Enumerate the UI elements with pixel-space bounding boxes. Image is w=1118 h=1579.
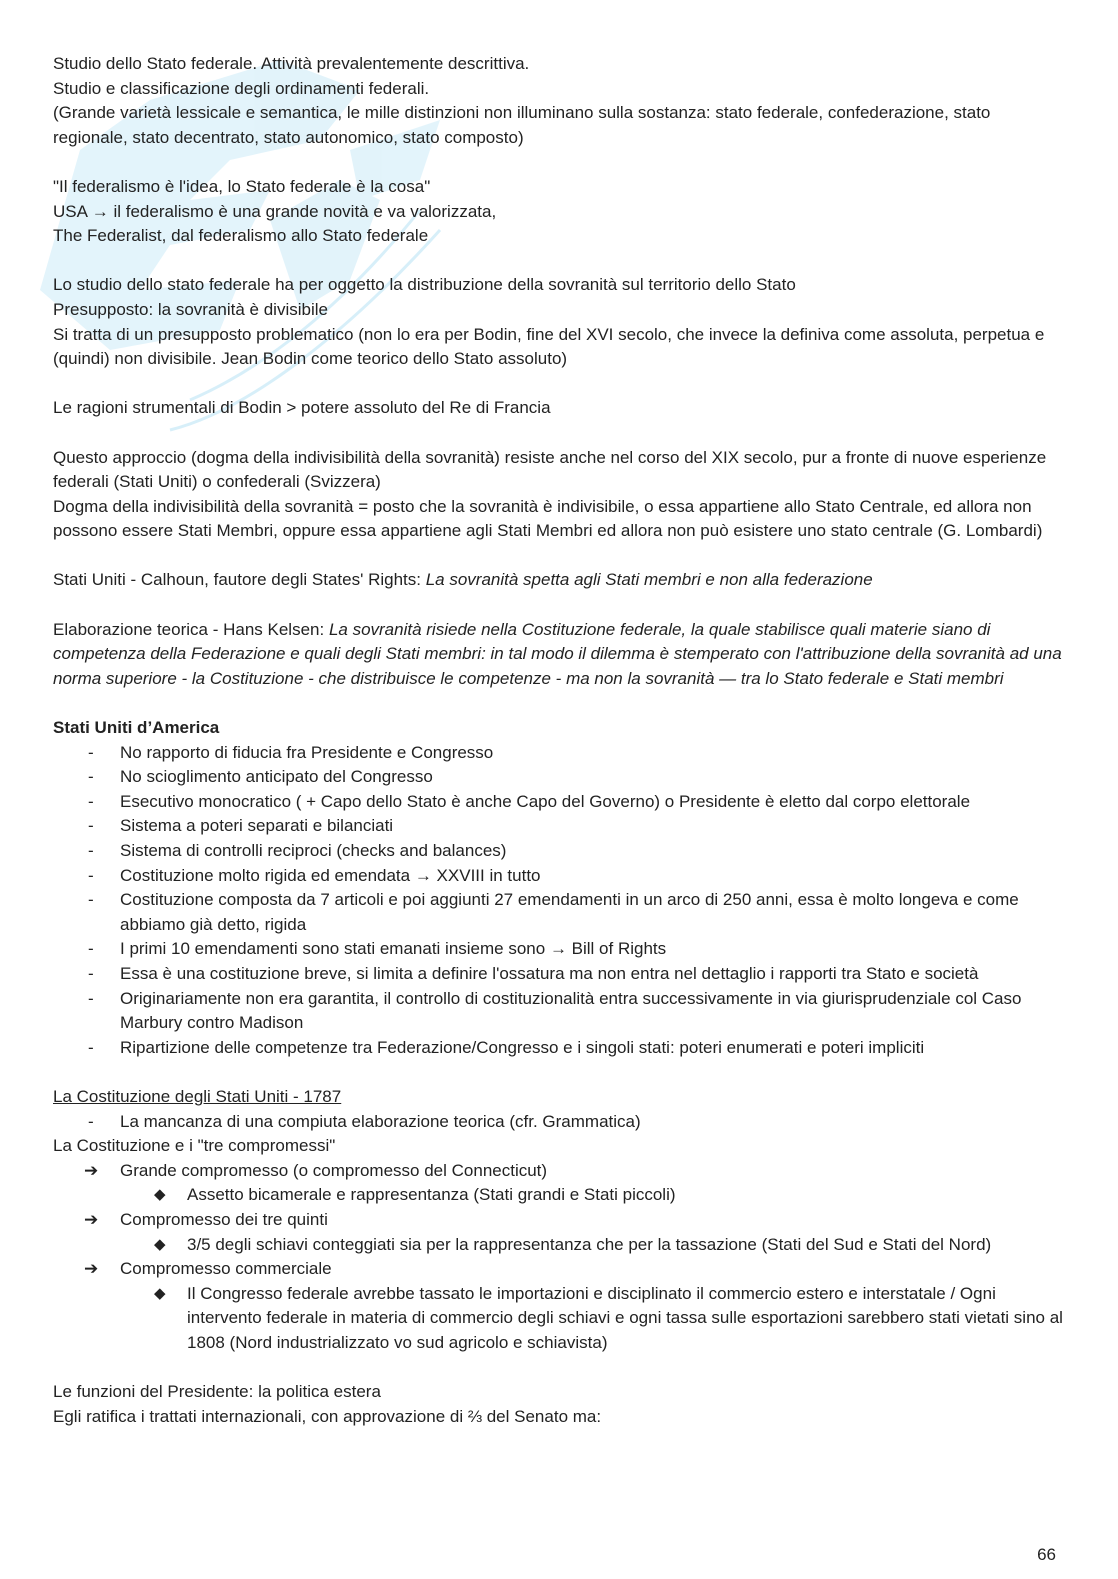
dogma-line: Dogma della indivisibilità della sovranità = posto che la sovranità è indivisibile, o essa appartiene allo Stato Centrale, ed allora non possono essere Stati Membri, oppure essa appartiene agli Stati Membri ed allora non può esistere uno stato centrale (G. Lombardi)	[53, 496, 1043, 541]
page-number: 66	[1037, 1545, 1056, 1564]
list-item: - La mancanza di una compiuta elaborazione teorica (cfr. Grammatica)	[53, 1110, 1063, 1135]
arrow-icon: ➔	[84, 1259, 99, 1279]
sovereignty-line: Presupposto: la sovranità è divisibile	[53, 299, 328, 319]
diamond-bullet-icon: ◆	[154, 1235, 166, 1253]
list-item: - Costituzione composta da 7 articoli e poi aggiunti 27 emendamenti in un arco di 250 anni, essa è molto longeva e come abbiamo già detto, rigida	[53, 888, 1063, 937]
compromise-detail-text: Assetto bicamerale e rappresentanza (Stati grandi e Stati piccoli)	[187, 1185, 676, 1205]
kelsen-prefix: Elaborazione teorica - Hans Kelsen:	[53, 619, 329, 639]
compromise-item	[53, 1159, 1063, 1184]
bodin-line: Le ragioni strumentali di Bodin > potere assoluto del Re di Francia	[53, 398, 551, 418]
list-item: - Sistema di controlli reciproci (checks and balances)	[53, 839, 1063, 864]
compromise-detail	[53, 1233, 1063, 1258]
federalism-usa: USA → il federalismo è una grande novità e va valorizzata,	[53, 201, 497, 221]
intro-line: (Grande varietà lessicale e semantica, le mille distinzioni non illuminano sulla sostanza: stato federale, confederazione, stato regionale, stato decentrato, stato autonomico, stato composto)	[53, 103, 991, 147]
sovereignty-line: Si tratta di un presupposto problematico (non lo era per Bodin, fine del XVI secolo, che invece la definiva come assoluta, perpetua e (quindi) non divisibile. Jean Bodin come teorico dello Stato assoluto)	[53, 324, 1045, 369]
list-item: - Costituzione molto rigida ed emendata → XXVIII in tutto	[53, 864, 1063, 889]
list-item: - Originariamente non era garantita, il controllo di costituzionalità entra successivamente in via giurisprudenziale col Caso Marbury contro Madison	[53, 987, 1063, 1036]
calhoun-paragraph	[53, 568, 1063, 593]
intro-line: Studio e classificazione degli ordinamenti federali.	[53, 78, 430, 98]
federalism-quote: "Il federalismo è l'idea, lo Stato federale è la cosa"	[53, 176, 431, 196]
compromise-detail-text: 3/5 degli schiavi conteggiati sia per la rappresentanza che per la tassazione (Stati del Sud e Stati del Nord)	[187, 1234, 992, 1254]
list-item: - Esecutivo monocratico ( + Capo dello Stato è anche Capo del Governo) o Presidente è eletto dal corpo elettorale	[53, 790, 1063, 815]
compromise-title: Grande compromesso (o compromesso del Connecticut)	[120, 1160, 548, 1180]
diamond-bullet-icon: ◆	[154, 1284, 166, 1302]
compromise-item	[53, 1208, 1063, 1233]
compromise-item	[53, 1257, 1063, 1282]
list-item: - No rapporto di fiducia fra Presidente e Congresso	[53, 741, 1063, 766]
usa-heading: Stati Uniti d’America	[53, 718, 220, 738]
compromise-detail	[53, 1282, 1063, 1356]
list-item: - I primi 10 emendamenti sono stati emanati insieme sono → Bill of Rights	[53, 937, 1063, 962]
calhoun-prefix: Stati Uniti - Calhoun, fautore degli States' Rights:	[53, 570, 426, 590]
usa-list	[53, 741, 1063, 1061]
compromise-detail	[53, 1183, 1063, 1208]
compromise-title: Compromesso dei tre quinti	[120, 1209, 328, 1229]
kelsen-paragraph	[53, 618, 1063, 692]
compromise-title: Compromesso commerciale	[120, 1259, 332, 1279]
intro-line: Studio dello Stato federale. Attività prevalentemente descrittiva.	[53, 54, 530, 73]
list-item: - Sistema a poteri separati e bilanciati	[53, 814, 1063, 839]
list-item: - Essa è una costituzione breve, si limita a definire l'ossatura ma non entra nel dettaglio i rapporti tra Stato e società	[53, 962, 1063, 987]
president-line: Egli ratifica i trattati internazionali, con approvazione di ⅔ del Senato ma:	[53, 1406, 602, 1426]
compromise-detail-text: Il Congresso federale avrebbe tassato le importazioni e disciplinato il commercio estero e interstatale / Ogni intervento federale in materia di commercio degli schiavi e ogni tassa sulle esportazioni sarebbero stati vietati sino al 1808 (Nord industrializzato vo sud agricolo e schiavista)	[187, 1283, 1063, 1352]
federalist-line: The Federalist, dal federalismo allo Stato federale	[53, 226, 429, 246]
president-heading: Le funzioni del Presidente: la politica estera	[53, 1382, 381, 1402]
compromises-title: La Costituzione e i "tre compromessi"	[53, 1136, 336, 1156]
compromises-list	[53, 1159, 1063, 1356]
arrow-icon: ➔	[84, 1209, 99, 1229]
diamond-bullet-icon: ◆	[154, 1186, 166, 1204]
document-page	[53, 52, 1063, 1429]
sovereignty-line: Lo studio dello stato federale ha per oggetto la distribuzione della sovranità sul territorio dello Stato	[53, 275, 796, 295]
constitution-heading: La Costituzione degli Stati Uniti - 1787	[53, 1086, 342, 1106]
dogma-line: Questo approccio (dogma della indivisibilità della sovranità) resiste anche nel corso del XIX secolo, pur a fronte di nuove esperienze federali (Stati Uniti) o confederali (Svizzera)	[53, 447, 1047, 492]
calhoun-quote: La sovranità spetta agli Stati membri e non alla federazione	[425, 570, 873, 590]
list-item: - No scioglimento anticipato del Congresso	[53, 765, 1063, 790]
constitution-list	[53, 1110, 1063, 1135]
list-item: - Ripartizione delle competenze tra Federazione/Congresso e i singoli stati: poteri enumerati e poteri impliciti	[53, 1036, 1063, 1061]
kelsen-quote: La sovranità risiede nella Costituzione federale, la quale stabilisce quali materie siano di competenza della Federazione e quali degli Stati membri: in tal modo il dilemma è stemperato con l'attribuzione della sovranità ad una norma superiore - la Costituzione - che distribuisce le competenze - ma non la sovranità — tra lo Stato federale e Stati membri	[53, 619, 1062, 688]
arrow-icon: ➔	[84, 1160, 99, 1180]
